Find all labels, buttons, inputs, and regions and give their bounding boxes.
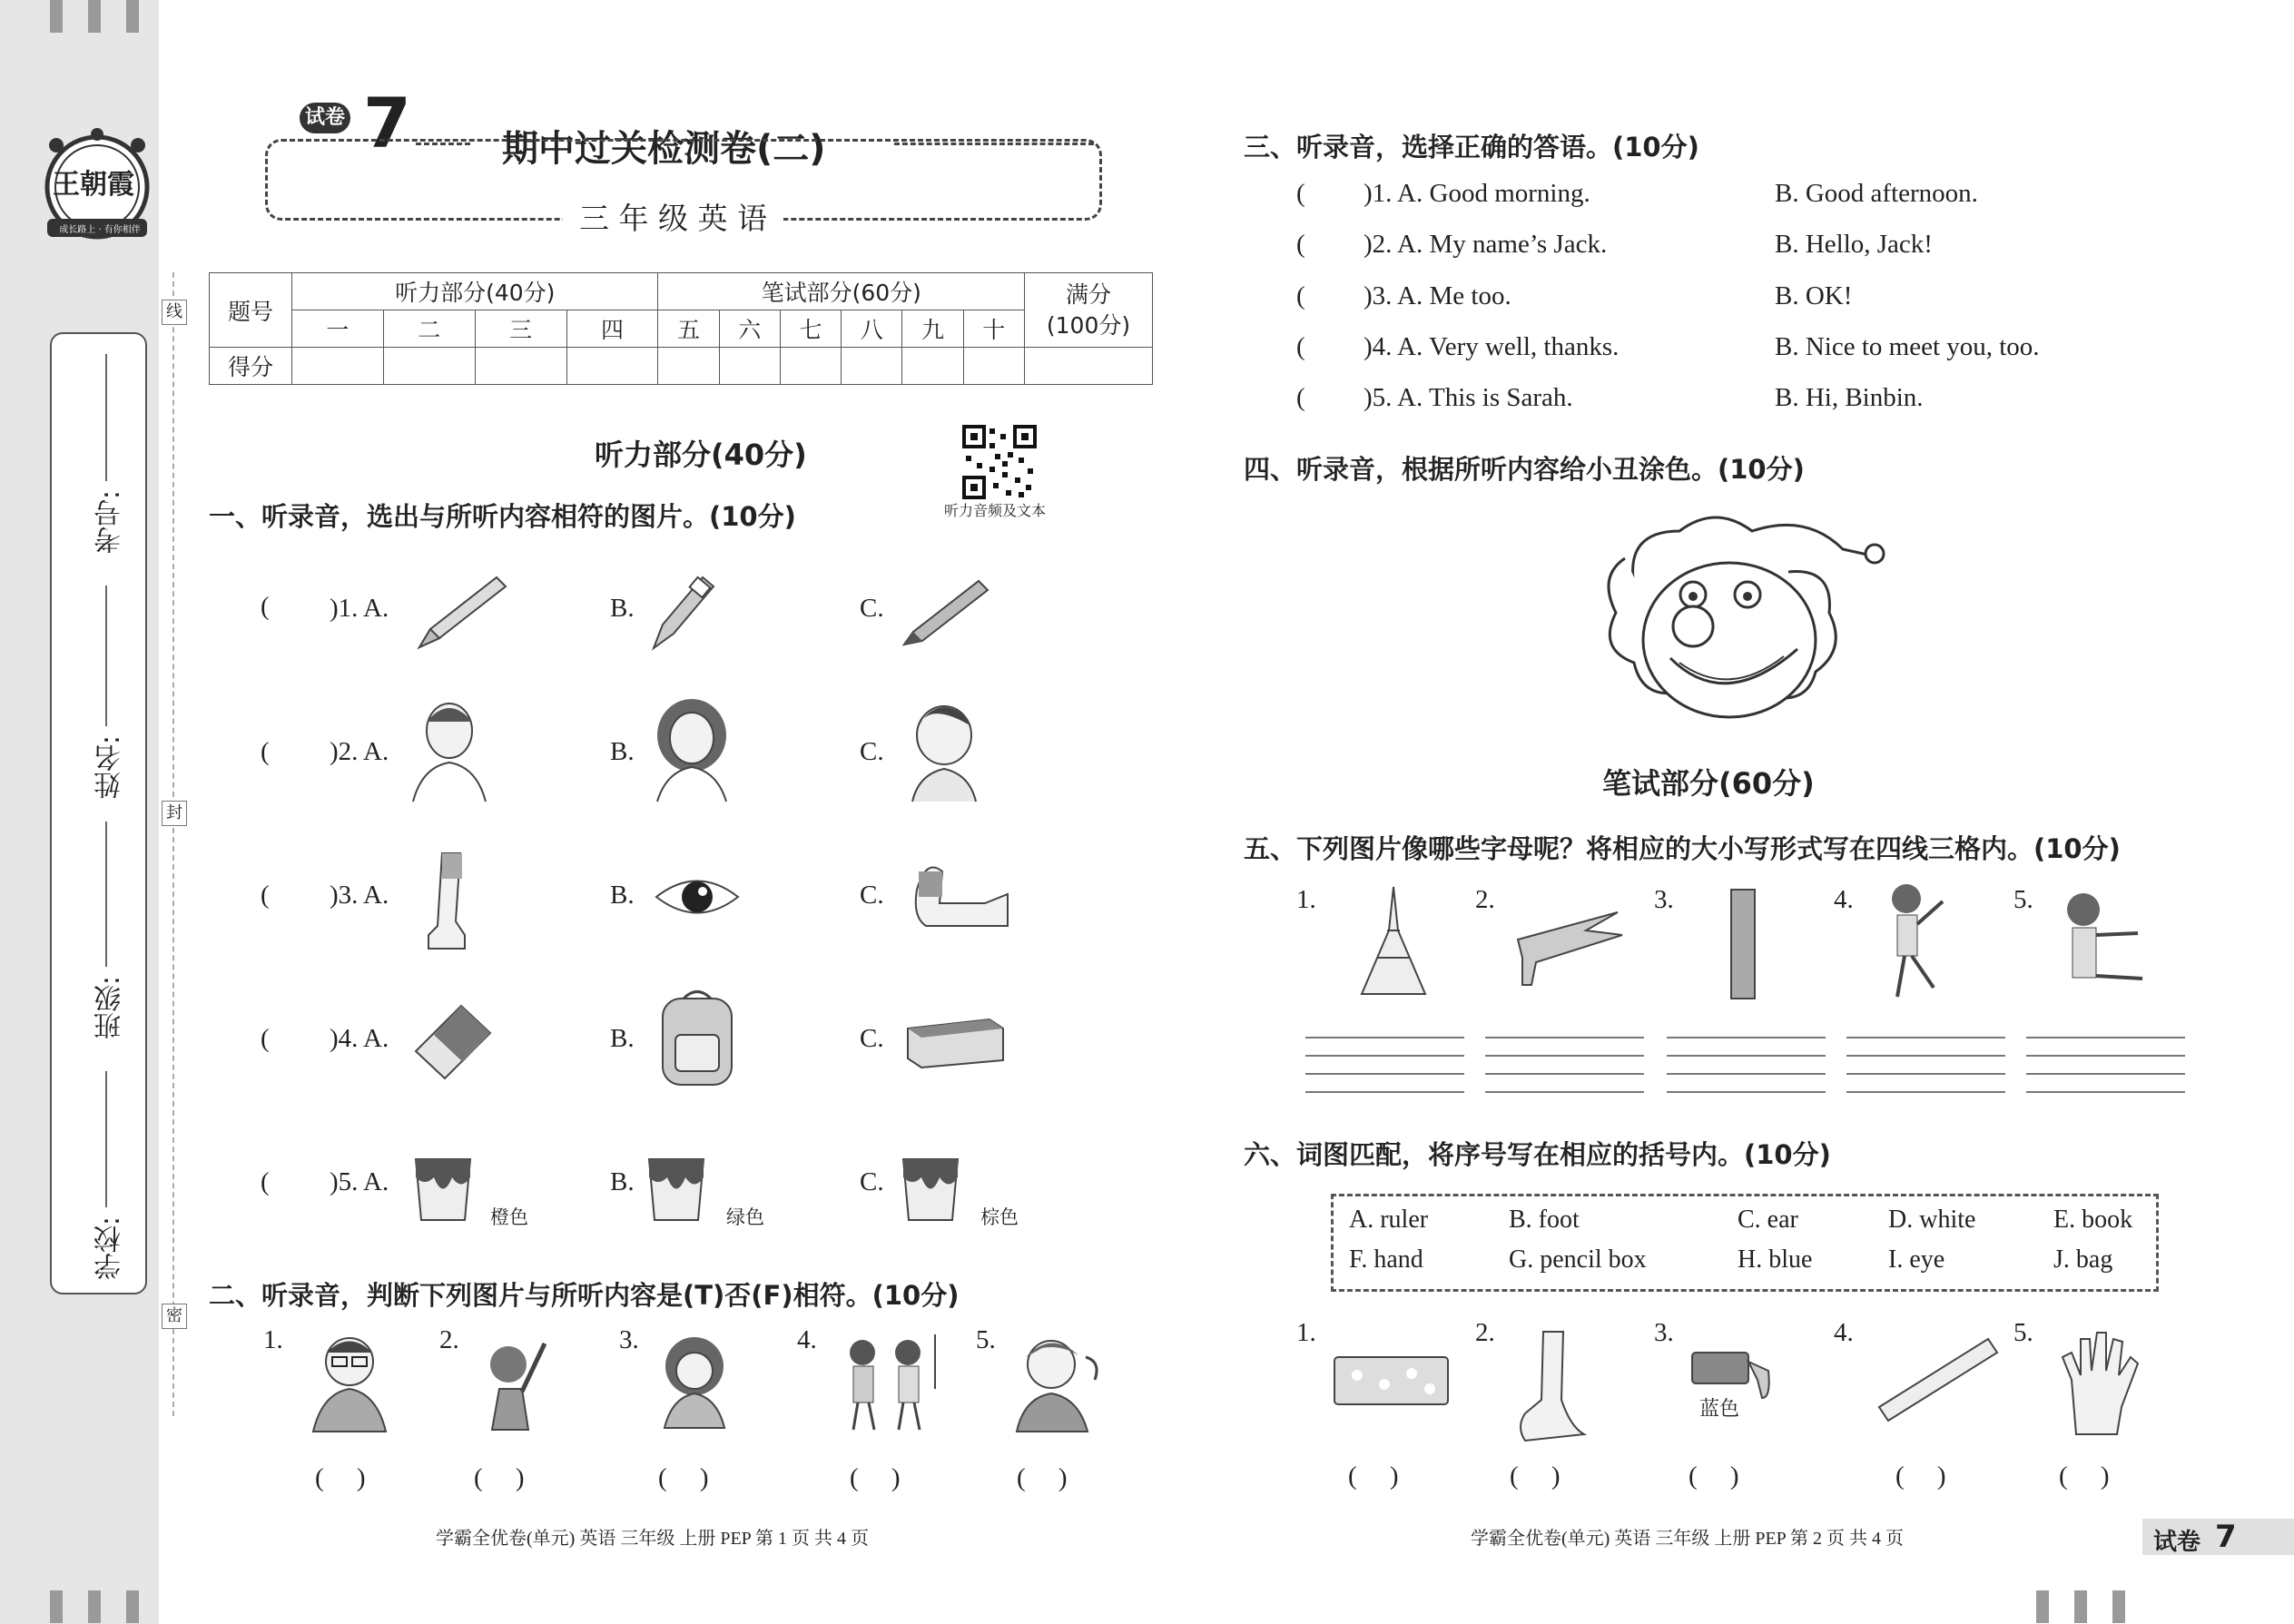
- q5-number: 3.: [1654, 885, 1674, 914]
- bag-image: [652, 985, 743, 1089]
- q5-number: 4.: [1834, 885, 1854, 914]
- seal-char: 封: [162, 801, 187, 826]
- class-label: 班级:: [94, 976, 126, 1040]
- q6-answer-paren[interactable]: ( ): [1895, 1462, 1946, 1491]
- col-number: 一: [292, 310, 384, 348]
- writing-header: 笔试部分(60分): [658, 273, 1025, 310]
- q2-answer-paren[interactable]: ( ): [850, 1463, 901, 1492]
- q2-answer-paren[interactable]: ( ): [474, 1463, 525, 1492]
- q3-answer-5[interactable]: [1307, 381, 1360, 418]
- choice-c-label: C.: [860, 737, 884, 766]
- page-tab-label: 试卷: [2153, 1529, 2201, 1556]
- score-cell[interactable]: [780, 348, 841, 385]
- q2-title: 二、听录音，判断下列图片与所听内容是(T)否(F)相符。(10分): [209, 1280, 960, 1311]
- q1-answer-5[interactable]: [272, 1166, 327, 1202]
- col-number: 五: [658, 310, 719, 348]
- two-kids-image: [831, 1334, 940, 1434]
- writing-grid-3[interactable]: [1667, 1037, 1826, 1091]
- word-option: I. eye: [1888, 1245, 1945, 1274]
- q2-answer-paren[interactable]: ( ): [315, 1463, 366, 1492]
- leg-image: [410, 849, 483, 953]
- word-option: F. hand: [1349, 1245, 1423, 1274]
- score-cell[interactable]: [1025, 348, 1153, 385]
- col-number: 二: [383, 310, 475, 348]
- q1-answer-3[interactable]: [272, 879, 327, 915]
- q2-number: 1.: [263, 1325, 283, 1354]
- choice-b-label: B.: [610, 594, 635, 623]
- choice-c-label: C.: [860, 1167, 884, 1196]
- exam-number-field[interactable]: [105, 354, 107, 481]
- binding-notch: [126, 0, 139, 33]
- score-cell[interactable]: [963, 348, 1024, 385]
- q3-answer-3[interactable]: [1307, 280, 1360, 316]
- q3-option-a: )5. A. This is Sarah.: [1364, 383, 1573, 412]
- listening-header: 听力部分(40分): [292, 273, 658, 310]
- word-option: B. foot: [1509, 1206, 1580, 1234]
- choice-c-label: C.: [860, 881, 884, 910]
- word-option: H. blue: [1738, 1245, 1813, 1274]
- q3-answer-1[interactable]: [1307, 177, 1360, 213]
- choice-b-label: B.: [610, 737, 635, 766]
- writing-grid-4[interactable]: [1846, 1037, 2005, 1091]
- color-label-orange: 橙色: [490, 1206, 528, 1228]
- row-label-number: 题号: [210, 273, 292, 348]
- q3-title: 三、听录音，选择正确的答语。(10分): [1244, 132, 1699, 162]
- footer-right: 学霸全优卷(单元) 英语 三年级 上册 PEP 第 2 页 共 4 页: [1471, 1529, 1905, 1549]
- q1-item-number: )2. A.: [330, 737, 389, 766]
- seal-char: 密: [162, 1304, 187, 1329]
- full-score-header: [1025, 273, 1153, 348]
- q2-answer-paren[interactable]: ( ): [1017, 1463, 1068, 1492]
- q6-number: 5.: [2013, 1318, 2033, 1347]
- score-cell[interactable]: [902, 348, 963, 385]
- eiffel-tower-image: [1353, 885, 1434, 999]
- logo-text: 王朝霞: [53, 169, 134, 201]
- q6-answer-paren[interactable]: ( ): [1689, 1462, 1739, 1491]
- boy-backpack-image: [1006, 1330, 1106, 1434]
- pencil-image: [410, 570, 510, 656]
- q1-answer-4[interactable]: [272, 1022, 327, 1058]
- word-option: D. white: [1888, 1206, 1976, 1234]
- paper-subtitle: 三 年 级 英 语: [563, 195, 783, 238]
- student-info-box: [50, 332, 147, 1294]
- q1-item-number: )4. A.: [330, 1024, 389, 1053]
- score-cell[interactable]: [842, 348, 902, 385]
- color-label-brown: 棕色: [980, 1206, 1019, 1228]
- q1-item-number: )1. A.: [330, 594, 389, 623]
- q6-number: 4.: [1834, 1318, 1854, 1347]
- boy-pose-k-image: [1879, 879, 1952, 1006]
- q5-number: 1.: [1296, 885, 1316, 914]
- q6-number: 2.: [1475, 1318, 1495, 1347]
- writing-grid-1[interactable]: [1305, 1037, 1464, 1091]
- choice-b-label: B.: [610, 881, 635, 910]
- col-number: 三: [475, 310, 566, 348]
- eraser-image: [407, 997, 497, 1083]
- binding-notch: [2112, 1590, 2125, 1623]
- hand-image: [2053, 1325, 2144, 1439]
- blue-color-label: 蓝色: [1699, 1398, 1740, 1421]
- q3-answer-2[interactable]: [1307, 228, 1360, 264]
- crayon-image: [899, 570, 994, 652]
- full-score-value: (100分): [1046, 311, 1131, 339]
- q1-answer-1[interactable]: [272, 592, 327, 628]
- qr-caption: 听力音频及文本: [944, 502, 1047, 519]
- binding-notch: [50, 0, 63, 33]
- boy-pose-e-image: [2056, 890, 2156, 989]
- q3-option-a: )2. A. My name’s Jack.: [1364, 230, 1608, 259]
- choice-c-label: C.: [860, 594, 884, 623]
- pencil-box-image: [1330, 1348, 1452, 1412]
- q6-answer-paren[interactable]: ( ): [1348, 1462, 1399, 1491]
- color-label-green: 绿色: [726, 1206, 764, 1228]
- q1-item-number: )5. A.: [330, 1167, 389, 1196]
- q6-title: 六、词图匹配，将序号写在相应的括号内。(10分): [1244, 1139, 1831, 1170]
- exam-number-label: 考号:: [94, 490, 126, 555]
- col-number: 十: [963, 310, 1024, 348]
- col-number: 四: [566, 310, 658, 348]
- choice-b-label: B.: [610, 1024, 635, 1053]
- girl-waving-image: [472, 1330, 554, 1434]
- eye-image: [652, 870, 743, 924]
- q2-number: 3.: [619, 1325, 639, 1354]
- q2-answer-paren[interactable]: ( ): [658, 1463, 709, 1492]
- score-cell[interactable]: [475, 348, 566, 385]
- q2-number: 5.: [976, 1325, 996, 1354]
- q6-number: 3.: [1654, 1318, 1674, 1347]
- footer-left: 学霸全优卷(单元) 英语 三年级 上册 PEP 第 1 页 共 4 页: [436, 1529, 870, 1549]
- col-number: 六: [719, 310, 780, 348]
- col-number: 九: [902, 310, 963, 348]
- q3-option-b: B. Hi, Binbin.: [1775, 383, 1924, 412]
- binding-notch: [2036, 1590, 2049, 1623]
- name-label: 姓名:: [94, 735, 126, 800]
- woman-image: [646, 694, 737, 803]
- paint-bucket-image: [640, 1146, 713, 1227]
- q3-option-a: )4. A. Very well, thanks.: [1364, 332, 1620, 361]
- q3-option-a: )3. A. Me too.: [1364, 281, 1511, 310]
- listening-title: 听力部分(40分): [595, 438, 807, 472]
- score-cell[interactable]: [658, 348, 719, 385]
- row-label-score: 得分: [210, 348, 292, 385]
- boy-image: [899, 694, 989, 803]
- arm-image: [908, 853, 1012, 935]
- seal-line: [172, 272, 174, 1416]
- col-number: 八: [842, 310, 902, 348]
- q3-option-a: )1. A. Good morning.: [1364, 179, 1590, 208]
- paper-label-badge: 试卷: [300, 103, 350, 133]
- writing-grid-5[interactable]: [2026, 1037, 2185, 1091]
- qr-code[interactable]: [962, 425, 1037, 499]
- score-cell[interactable]: [566, 348, 658, 385]
- score-cell[interactable]: [292, 348, 384, 385]
- pen-image: [646, 568, 719, 655]
- col-number: 七: [780, 310, 841, 348]
- q2-number: 2.: [439, 1325, 459, 1354]
- tree-trunk-image: [1720, 885, 1766, 1003]
- paint-bucket-image: [894, 1146, 967, 1227]
- q3-option-b: B. Good afternoon.: [1775, 179, 1978, 208]
- class-field[interactable]: [105, 822, 107, 967]
- q1-item-number: )3. A.: [330, 881, 389, 910]
- binding-notch: [88, 1590, 101, 1623]
- foot-image: [1507, 1327, 1598, 1445]
- woman-curly-image: [654, 1330, 735, 1430]
- man-image: [404, 694, 495, 803]
- word-option: G. pencil box: [1509, 1245, 1647, 1274]
- q6-answer-paren[interactable]: ( ): [2059, 1462, 2110, 1491]
- writing-title: 笔试部分(60分): [1602, 766, 1815, 801]
- q3-answer-4[interactable]: [1307, 330, 1360, 367]
- page-tab-number: 7: [2215, 1519, 2237, 1555]
- ruler-image: [1875, 1334, 2002, 1425]
- book-image: [903, 1015, 1008, 1069]
- word-option: A. ruler: [1349, 1206, 1429, 1234]
- q1-title: 一、听录音，选出与所听内容相符的图片。(10分): [209, 501, 796, 532]
- paint-bucket-image: [407, 1146, 479, 1227]
- score-cell[interactable]: [719, 348, 780, 385]
- choice-c-label: C.: [860, 1024, 884, 1053]
- writing-grid-2[interactable]: [1485, 1037, 1644, 1091]
- q3-option-b: B. Hello, Jack!: [1775, 230, 1933, 259]
- q3-option-b: B. Nice to meet you, too.: [1775, 332, 2040, 361]
- school-field[interactable]: [105, 1071, 107, 1207]
- man-glasses-image: [300, 1330, 399, 1434]
- word-option: C. ear: [1738, 1206, 1798, 1234]
- binding-notch: [88, 0, 101, 33]
- choice-b-label: B.: [610, 1167, 635, 1196]
- word-option: E. book: [2053, 1206, 2133, 1234]
- q2-number: 4.: [797, 1325, 817, 1354]
- q1-answer-2[interactable]: [272, 735, 327, 772]
- paper-number: 7: [363, 83, 411, 163]
- paper-title: 期中过关检测卷(二): [502, 128, 826, 170]
- seal-char: 线: [162, 300, 187, 325]
- school-label: 学校:: [94, 1216, 126, 1281]
- score-cell[interactable]: [383, 348, 475, 385]
- binding-notch: [50, 1590, 63, 1623]
- crocodile-image: [1509, 894, 1627, 994]
- full-score-label: 满分: [1065, 281, 1111, 308]
- q3-option-b: B. OK!: [1775, 281, 1853, 310]
- q5-number: 5.: [2013, 885, 2033, 914]
- q6-number: 1.: [1296, 1318, 1316, 1347]
- q5-number: 2.: [1475, 885, 1495, 914]
- q5-title: 五、下列图片像哪些字母呢？将相应的大小写形式写在四线三格内。(10分): [1244, 833, 2121, 864]
- q4-title: 四、听录音，根据所听内容给小丑涂色。(10分): [1244, 454, 1805, 485]
- word-option: J. bag: [2053, 1245, 2113, 1274]
- logo-tagline: 成长路上 · 有你相伴: [59, 225, 141, 235]
- binding-notch: [126, 1590, 139, 1623]
- binding-notch: [2074, 1590, 2087, 1623]
- score-table: [209, 272, 1153, 385]
- name-field[interactable]: [105, 586, 107, 726]
- clown-image[interactable]: [1598, 504, 1888, 731]
- q6-answer-paren[interactable]: ( ): [1510, 1462, 1561, 1491]
